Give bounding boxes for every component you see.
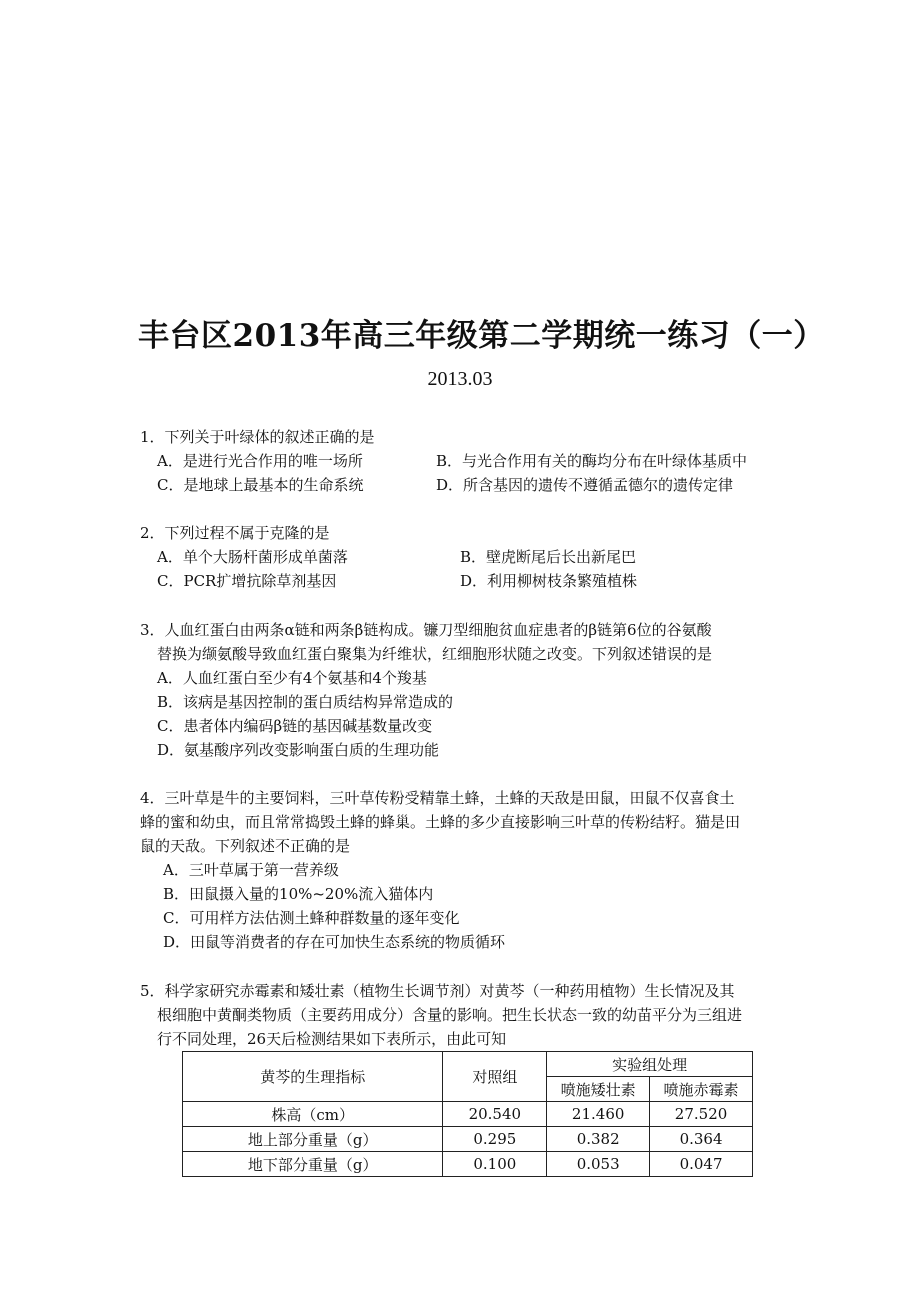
question-3-option-a: A．人血红蛋白至少有4个氨基和4个羧基 [157,669,427,687]
question-2-option-c: C．PCR扩增抗除草剂基因 [157,572,337,590]
question-1-option-c: C．是地球上最基本的生命系统 [157,476,364,494]
table-cell: 0.364 [650,1127,753,1152]
table-cell: 0.047 [650,1152,753,1177]
table-row-label: 地上部分重量（g） [183,1127,443,1152]
table-header-group: 实验组处理 [547,1052,753,1077]
question-3-option-d: D．氨基酸序列改变影响蛋白质的生理功能 [157,741,440,759]
question-1-option-d: D．所含基因的遗传不遵循孟德尔的遗传定律 [436,476,734,494]
table-cell: 0.100 [443,1152,547,1177]
table-row [183,1127,753,1152]
table-cell: 0.053 [547,1152,650,1177]
question-4-stem-line-1: 4．三叶草是牛的主要饲料，三叶草传粉受精靠土蜂，土蜂的天敌是田鼠，田鼠不仅喜食土 [140,789,735,807]
question-3-option-b: B．该病是基因控制的蛋白质结构异常造成的 [157,693,454,711]
table-row [183,1152,753,1177]
question-2-option-b: B．壁虎断尾后长出新尾巴 [460,548,637,566]
table-header-indicator: 黄芩的生理指标 [183,1052,443,1102]
question-3-stem-line-2: 替换为缬氨酸导致血红蛋白聚集为纤维状，红细胞形状随之改变。下列叙述错误的是 [157,645,713,663]
question-2-stem: 2．下列过程不属于克隆的是 [140,524,330,542]
question-1-option-b: B．与光合作用有关的酶均分布在叶绿体基质中 [436,452,748,470]
table-cell: 20.540 [443,1102,547,1127]
table-header-row [183,1052,753,1077]
results-table [182,1051,753,1177]
question-4-stem-line-3: 鼠的天敌。下列叙述不正确的是 [140,837,351,855]
table-cell: 0.295 [443,1127,547,1152]
question-1-stem: 1．下列关于叶绿体的叙述正确的是 [140,428,375,446]
question-2-option-d: D．利用柳树枝条繁殖植株 [460,572,638,590]
question-4-stem-line-2: 蜂的蜜和幼虫，而且常常捣毁土蜂的蜂巢。土蜂的多少直接影响三叶草的传粉结籽。猫是田 [140,813,741,831]
table-cell: 0.382 [547,1127,650,1152]
question-2-option-a: A．单个大肠杆菌形成单菌落 [157,548,348,566]
table-row-label: 地下部分重量（g） [183,1152,443,1177]
question-4-option-b: B．田鼠摄入量的10%~20%流入猫体内 [163,885,434,903]
table-row-label: 株高（cm） [183,1102,443,1127]
question-1-option-a: A．是进行光合作用的唯一场所 [157,452,363,470]
question-3-stem-line-1: 3．人血红蛋白由两条α链和两条β链构成。镰刀型细胞贫血症患者的β链第6位的谷氨酸 [140,621,712,639]
question-5-stem-line-1: 5．科学家研究赤霉素和矮壮素（植物生长调节剂）对黄芩（一种药用植物）生长情况及其 [140,982,735,1000]
question-5-stem-line-3: 行不同处理，26天后检测结果如下表所示，由此可知 [157,1030,507,1048]
exam-date: 2013.03 [427,368,493,390]
question-5-stem-line-2: 根细胞中黄酮类物质（主要药用成分）含量的影响。把生长状态一致的幼苗平分为三组进 [157,1006,743,1024]
question-4-option-c: C．可用样方法估测土蜂种群数量的逐年变化 [163,909,460,927]
table-cell: 21.460 [547,1102,650,1127]
question-4-option-d: D．田鼠等消费者的存在可加快生态系统的物质循环 [163,933,506,951]
table-header-control: 对照组 [443,1052,547,1102]
table-header-dwarf-agent: 喷施矮壮素 [547,1077,650,1102]
table-row [183,1102,753,1127]
table-header-gibberellin: 喷施赤霉素 [650,1077,753,1102]
table-cell: 27.520 [650,1102,753,1127]
question-4-option-a: A．三叶草属于第一营养级 [163,861,339,879]
page-title: 丰台区2013年高三年级第二学期统一练习（一） [138,318,825,354]
question-3-option-c: C．患者体内编码β链的基因碱基数量改变 [157,717,433,735]
